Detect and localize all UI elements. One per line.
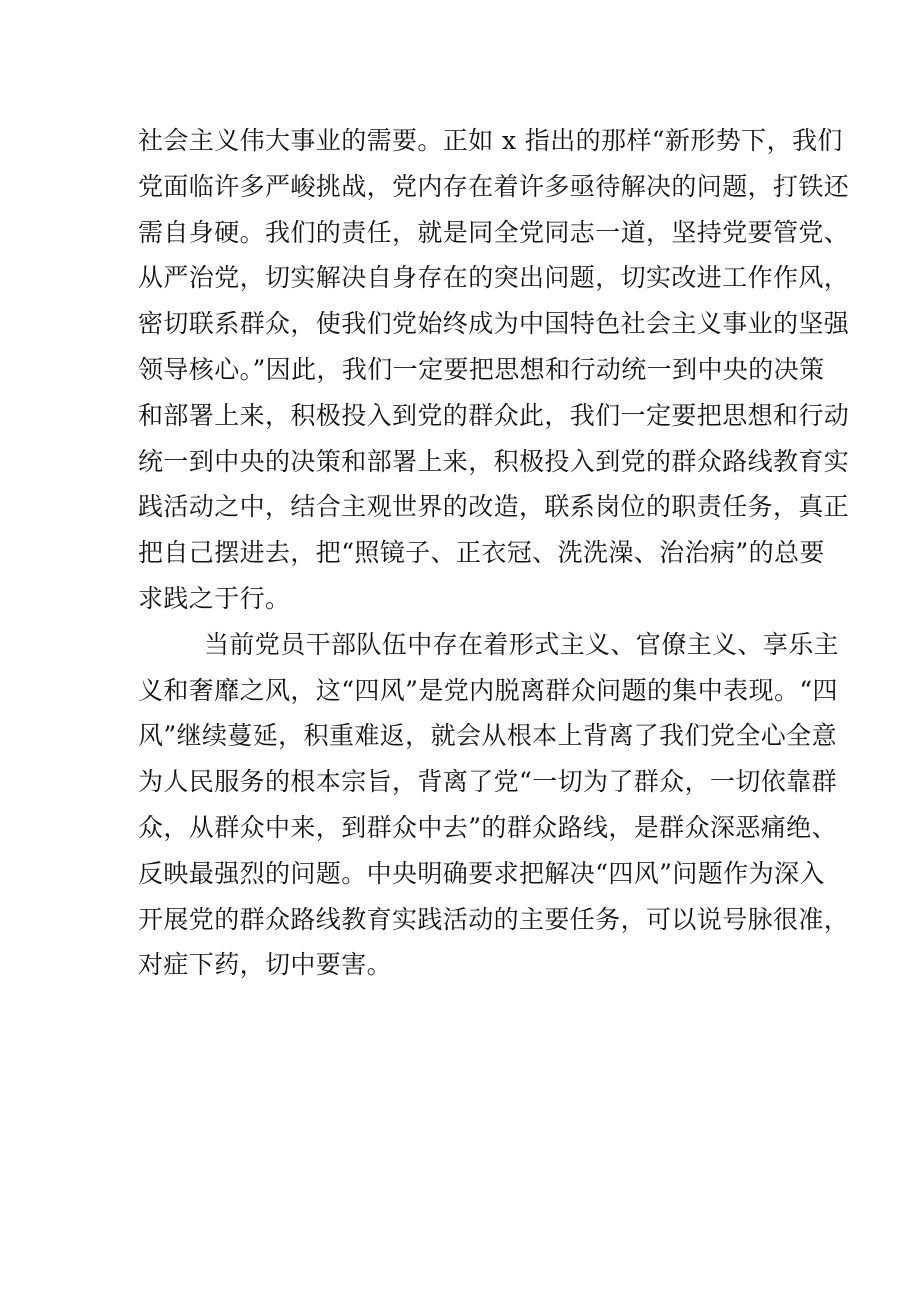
- text-line: 为人民服务的根本宗旨，背离了党“一切为了群众，一切依靠群: [138, 767, 837, 797]
- text-line: 把自己摆进去，把“照镜子、正衣冠、洗洗澡、治治病”的总要: [138, 538, 825, 568]
- text-line: 密切联系群众，使我们党始终成为中国特色社会主义事业的坚强: [138, 309, 850, 339]
- paragraph-2: [138, 622, 850, 988]
- text-line: 需自身硬。我们的责任，就是同全党同志一道，坚持党要管党、: [138, 217, 850, 247]
- text-line: 对症下药，切中要害。: [138, 950, 393, 980]
- text-line: 领导核心。”因此，我们一定要把思想和行动统一到中央的决策: [138, 354, 825, 384]
- text-line: 义和奢靡之风，这“四风”是党内脱离群众问题的集中表现。“四: [138, 675, 838, 705]
- body-text: [138, 118, 850, 988]
- paragraph-1: [138, 118, 850, 622]
- text-line: 开展党的群众路线教育实践活动的主要任务，可以说号脉很准，: [138, 904, 850, 934]
- text-line: 众，从群众中来，到群众中去”的群众路线，是群众深恶痛绝、: [138, 812, 837, 842]
- text-line: 党面临许多严峻挑战，党内存在着许多亟待解决的问题，打铁还: [138, 171, 850, 201]
- text-line: 统一到中央的决策和部署上来，积极投入到党的群众路线教育实: [138, 446, 850, 476]
- text-line: 风”继续蔓延，积重难返，就会从根本上背离了我们党全心全意: [138, 721, 837, 751]
- text-line: 践活动之中，结合主观世界的改造，联系岗位的职责任务，真正: [138, 492, 850, 522]
- text-line: 求践之于行。: [138, 583, 291, 613]
- text-line: 社会主义伟大事业的需要。正如 x 指出的那样“新形势下，我们: [138, 126, 843, 155]
- text-line: 从严治党，切实解决自身存在的突出问题，切实改进工作作风，: [138, 263, 850, 293]
- text-line: 反映最强烈的问题。中央明确要求把解决“四风”问题作为深入: [138, 858, 825, 888]
- text-line: 和部署上来，积极投入到党的群众此，我们一定要把思想和行动: [138, 400, 850, 430]
- text-line: 当前党员干部队伍中存在着形式主义、官僚主义、享乐主: [204, 629, 840, 659]
